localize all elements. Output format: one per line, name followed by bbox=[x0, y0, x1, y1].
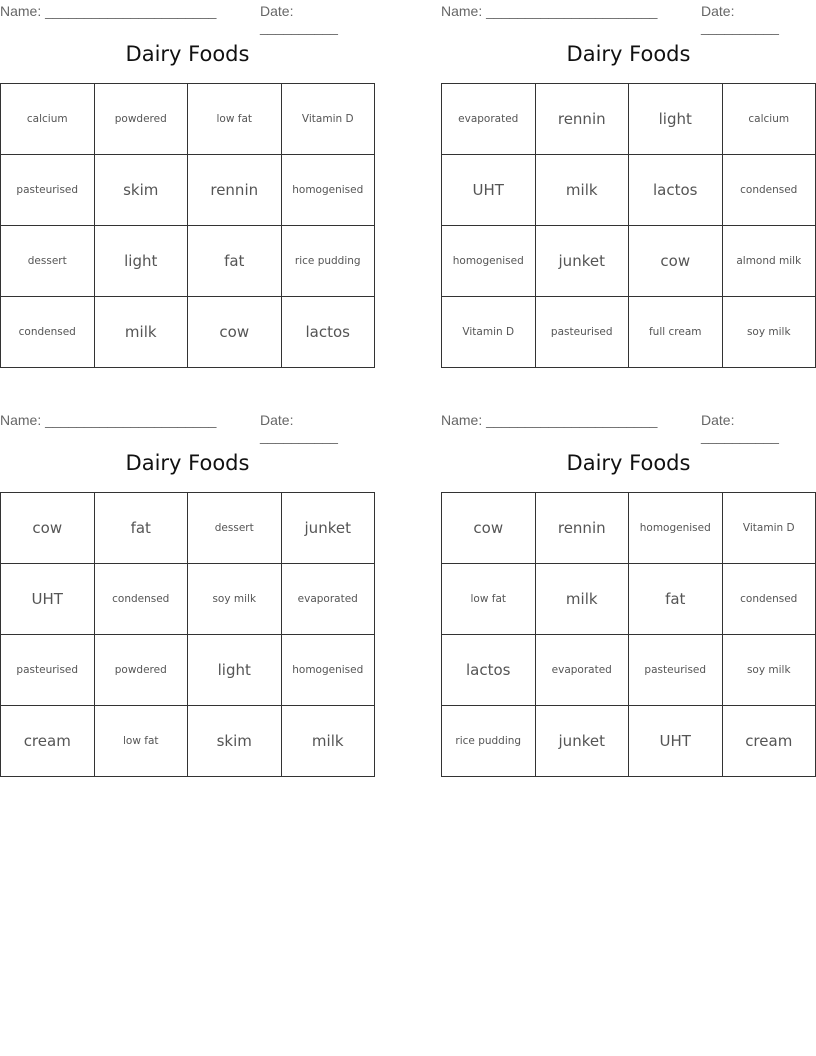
grid-cell: rennin bbox=[188, 155, 282, 226]
grid-cell: condensed bbox=[722, 155, 816, 226]
grid-cell: junket bbox=[535, 706, 629, 777]
grid-cell: Vitamin D bbox=[442, 297, 536, 368]
grid-row bbox=[1, 493, 375, 564]
grid-cell: calcium bbox=[722, 84, 816, 155]
grid-cell: powdered bbox=[94, 635, 188, 706]
grid-cell: cream bbox=[722, 706, 816, 777]
grid-cell: almond milk bbox=[722, 226, 816, 297]
grid-cell: evaporated bbox=[281, 564, 375, 635]
name-field-label: Name: ______________________ bbox=[441, 3, 658, 19]
grid-cell: cow bbox=[442, 493, 536, 564]
grid-cell: cow bbox=[188, 297, 282, 368]
name-date-line bbox=[441, 3, 816, 35]
grid-cell: lactos bbox=[629, 155, 723, 226]
grid-cell: rice pudding bbox=[281, 226, 375, 297]
grid-cell: evaporated bbox=[442, 84, 536, 155]
grid-cell: dessert bbox=[1, 226, 95, 297]
date-field-label: Date: __________ bbox=[260, 412, 338, 444]
grid-cell: UHT bbox=[1, 564, 95, 635]
grid-cell: full cream bbox=[629, 297, 723, 368]
grid-cell: soy milk bbox=[188, 564, 282, 635]
grid-cell: junket bbox=[281, 493, 375, 564]
grid-cell: pasteurised bbox=[629, 635, 723, 706]
date-field-label: Date: __________ bbox=[701, 412, 779, 444]
grid-cell: cream bbox=[1, 706, 95, 777]
name-date-line bbox=[441, 412, 816, 444]
grid-cell: fat bbox=[94, 493, 188, 564]
card-title: Dairy Foods bbox=[125, 42, 250, 66]
grid-cell: pasteurised bbox=[1, 635, 95, 706]
grid-cell: soy milk bbox=[722, 297, 816, 368]
card-title: Dairy Foods bbox=[566, 451, 691, 475]
name-field-label: Name: ______________________ bbox=[0, 412, 217, 428]
grid-cell: Vitamin D bbox=[722, 493, 816, 564]
bingo-grid bbox=[0, 83, 375, 368]
grid-cell: homogenised bbox=[629, 493, 723, 564]
bingo-grid bbox=[441, 492, 816, 777]
name-field-label: Name: ______________________ bbox=[0, 3, 217, 19]
grid-row bbox=[442, 635, 816, 706]
grid-row bbox=[442, 226, 816, 297]
grid-row bbox=[442, 297, 816, 368]
grid-row bbox=[442, 84, 816, 155]
grid-cell: skim bbox=[94, 155, 188, 226]
grid-cell: rennin bbox=[535, 84, 629, 155]
grid-cell: skim bbox=[188, 706, 282, 777]
name-date-line bbox=[0, 412, 375, 444]
bingo-grid bbox=[441, 83, 816, 368]
grid-cell: condensed bbox=[1, 297, 95, 368]
card-title: Dairy Foods bbox=[125, 451, 250, 475]
grid-cell: low fat bbox=[188, 84, 282, 155]
grid-cell: pasteurised bbox=[1, 155, 95, 226]
grid-cell: homogenised bbox=[281, 635, 375, 706]
grid-cell: milk bbox=[535, 155, 629, 226]
grid-row bbox=[442, 706, 816, 777]
grid-cell: rennin bbox=[535, 493, 629, 564]
grid-row bbox=[1, 706, 375, 777]
grid-cell: rice pudding bbox=[442, 706, 536, 777]
name-field-label: Name: ______________________ bbox=[441, 412, 658, 428]
grid-cell: condensed bbox=[94, 564, 188, 635]
grid-cell: low fat bbox=[94, 706, 188, 777]
grid-cell: fat bbox=[629, 564, 723, 635]
grid-cell: powdered bbox=[94, 84, 188, 155]
grid-cell: junket bbox=[535, 226, 629, 297]
grid-row bbox=[442, 564, 816, 635]
grid-cell: homogenised bbox=[281, 155, 375, 226]
grid-cell: evaporated bbox=[535, 635, 629, 706]
grid-cell: homogenised bbox=[442, 226, 536, 297]
date-field-label: Date: __________ bbox=[260, 3, 338, 35]
grid-cell: pasteurised bbox=[535, 297, 629, 368]
grid-row bbox=[1, 226, 375, 297]
grid-row bbox=[442, 155, 816, 226]
grid-row bbox=[442, 493, 816, 564]
name-date-line bbox=[0, 3, 375, 35]
grid-cell: milk bbox=[535, 564, 629, 635]
grid-cell: calcium bbox=[1, 84, 95, 155]
bingo-grid bbox=[0, 492, 375, 777]
grid-row bbox=[1, 84, 375, 155]
grid-cell: UHT bbox=[629, 706, 723, 777]
grid-cell: milk bbox=[281, 706, 375, 777]
grid-cell: dessert bbox=[188, 493, 282, 564]
grid-cell: UHT bbox=[442, 155, 536, 226]
grid-cell: fat bbox=[188, 226, 282, 297]
grid-cell: light bbox=[629, 84, 723, 155]
grid-cell: Vitamin D bbox=[281, 84, 375, 155]
card-title: Dairy Foods bbox=[566, 42, 691, 66]
grid-row bbox=[1, 564, 375, 635]
grid-cell: soy milk bbox=[722, 635, 816, 706]
grid-cell: low fat bbox=[442, 564, 536, 635]
grid-cell: lactos bbox=[442, 635, 536, 706]
grid-cell: lactos bbox=[281, 297, 375, 368]
grid-cell: cow bbox=[1, 493, 95, 564]
grid-cell: light bbox=[188, 635, 282, 706]
grid-cell: light bbox=[94, 226, 188, 297]
grid-cell: cow bbox=[629, 226, 723, 297]
grid-cell: milk bbox=[94, 297, 188, 368]
grid-row bbox=[1, 297, 375, 368]
grid-row bbox=[1, 635, 375, 706]
grid-cell: condensed bbox=[722, 564, 816, 635]
date-field-label: Date: __________ bbox=[701, 3, 779, 35]
grid-row bbox=[1, 155, 375, 226]
